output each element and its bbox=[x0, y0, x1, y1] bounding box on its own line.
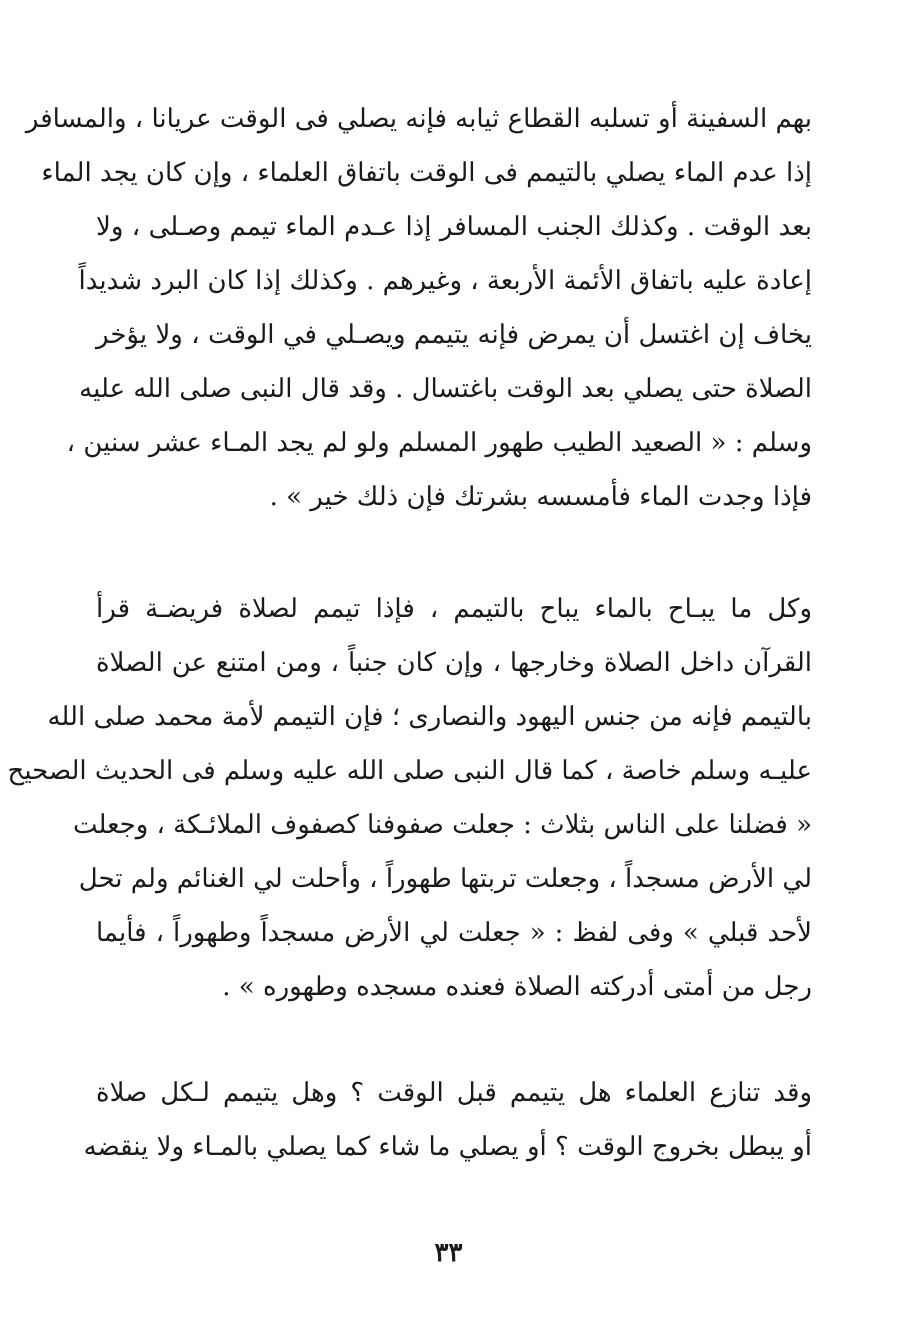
text-line: رجل من أمتى أدركته الصلاة فعنده مسجده وطهوره » . bbox=[222, 972, 812, 1002]
text-line: بالتيمم فإنه من جنس اليهود والنصارى ؛ فإن التيمم لأمة محمد صلى الله bbox=[47, 702, 812, 732]
page-body bbox=[7, 92, 812, 1174]
text-line: القرآن داخل الصلاة وخارجها ، وإن كان جنباً ، ومن امتنع عن الصلاة bbox=[96, 648, 812, 678]
text-line: « فضلنا على الناس بثلاث : جعلت صفوفنا كصفوف الملائـكة ، وجعلت bbox=[72, 810, 812, 840]
text-line: لي الأرض مسجداً ، وجعلت تربتها طهوراً ، وأحلت لي الغنائم ولم تحل bbox=[78, 864, 812, 894]
paragraph-2 bbox=[7, 582, 812, 1014]
text-line: وسلم : « الصعيد الطيب طهور المسلم ولو لم يجد المـاء عشر سنين ، bbox=[66, 428, 812, 458]
text-line: بعد الوقت . وكذلك الجنب المسافر إذا عـدم الماء تيمم وصـلى ، ولا bbox=[96, 212, 812, 242]
text-line: وكل ما يبـاح بالماء يباح بالتيمم ، فإذا تيمم لصلاة فريضـة قرأ bbox=[96, 594, 812, 624]
text-line: بهم السفينة أو تسلبه القطاع ثيابه فإنه يصلي فى الوقت عريانا ، والمسافر bbox=[25, 104, 812, 134]
text-line: إذا عدم الماء يصلي بالتيمم فى الوقت باتفاق العلماء ، وإن كان يجد الماء bbox=[41, 158, 812, 188]
page-number: ٣٣ bbox=[434, 1238, 463, 1268]
text-line: أو يبطل بخروج الوقت ؟ أو يصلي ما شاء كما يصلي بالمـاء ولا ينقضه bbox=[83, 1132, 812, 1162]
text-line: يخاف إن اغتسل أن يمرض فإنه يتيمم ويصـلي في الوقت ، ولا يؤخر bbox=[96, 320, 812, 350]
paragraph-spacer bbox=[96, 1014, 812, 1066]
paragraph-3 bbox=[83, 1066, 812, 1174]
text-line: الصلاة حتى يصلي بعد الوقت باغتسال . وقد قال النبى صلى الله عليه bbox=[79, 374, 812, 404]
text-line: فإذا وجدت الماء فأمسسه بشرتك فإن ذلك خير » . bbox=[269, 482, 812, 512]
paragraph-spacer bbox=[96, 524, 812, 582]
paragraph-1 bbox=[25, 92, 812, 524]
text-line: إعادة عليه باتفاق الأئمة الأربعة ، وغيرهم . وكذلك إذا كان البرد شديداً bbox=[78, 266, 812, 296]
text-line: لأحد قبلي » وفى لفظ : « جعلت لي الأرض مسجداً وطهوراً ، فأيما bbox=[96, 918, 812, 948]
text-line: وقد تنازع العلماء هل يتيمم قبل الوقت ؟ وهل يتيمم لـكل صلاة bbox=[96, 1078, 812, 1108]
text-line: عليـه وسلم خاصة ، كما قال النبى صلى الله عليه وسلم فى الحديث الصحيح bbox=[7, 756, 812, 786]
